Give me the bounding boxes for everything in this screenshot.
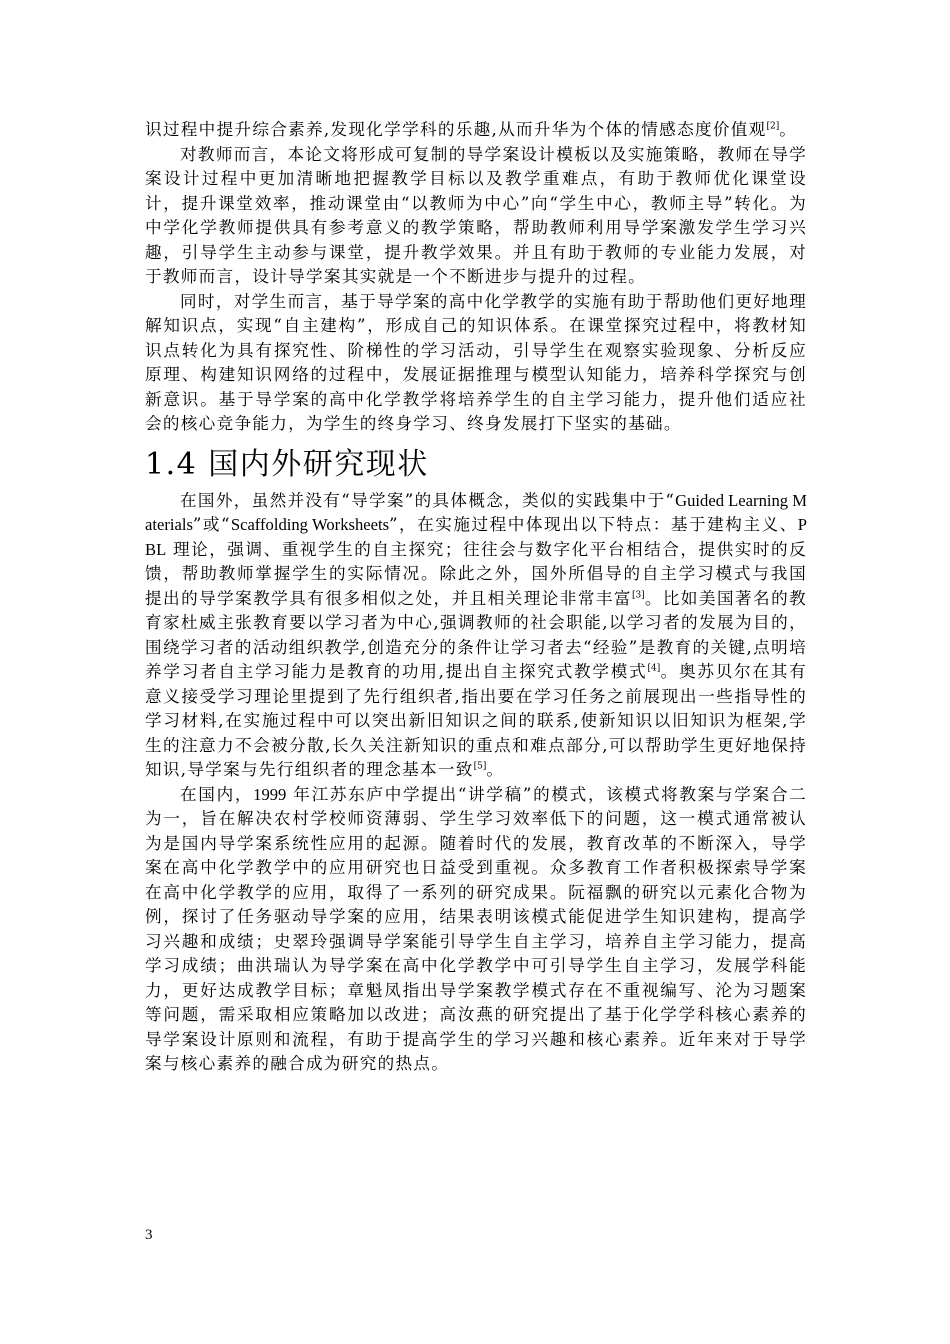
text-run: 在国内， [180,784,254,804]
text-run: Guided Learning Materials [145,490,807,534]
paragraph-abroad [145,489,807,783]
section-heading: 1.4 国内外研究现状 [145,446,429,482]
text-run: 。 [486,760,505,779]
body-text [145,118,807,1077]
paragraph-students: 同时，对学生而言，基于导学案的高中化学教学的实施有助于帮助他们更好地理解知识点，实现“自主建构”，形成自己的知识体系。在课堂探究过程中，将教材知识点转化为具有探究性、阶梯性的学习活动，引导学生在观察实验现象、分析反应原理、构建知识网络的过程中，发展证据推理与模型认知能力，培养科学探究与创新意识。基于导学案的高中化学教学将培养学生的自主学习能力，提升他们适应社会的核心竞争能力，为学生的终身学习、终身发展打下坚实的基础。 [145,291,807,433]
text-run: 。比如美国著名的教育家杜威主张教育要以学习者为中心,强调教师的社会职能,以学习者的发展为目的，围绕学习者的活动组织教学,创造充分的条件让学习者去“经验”是教育的关键,点明培养学习者自主学习能力是教育的功用,提出自主探究式教学模式 [145,588,807,681]
text-run: PBL [145,515,807,559]
citation: [5] [473,761,487,772]
text-run: 。 [779,120,798,139]
paragraph-teachers: 对教师而言，本论文将形成可复制的导学案设计模板以及实施策略，教师在导学案设计过程中更加清晰地把握教学目标以及教学重难点，有助于教师优化课堂设计，提升课堂效率，推动课堂由“以教师为中心”向“学生中心，教师主导”转化。为中学化学教师提供具有参考意义的教学策略，帮助教师利用导学案激发学生学习兴趣，引导学生主动参与课堂，提升教学效果。并且有助于教师的专业能力发展，对于教师而言，设计导学案其实就是一个不断进步与提升的过程。 [145,144,807,286]
text-run: 识过程中提升综合素养,发现化学学科的乐趣,从而升华为个体的情感态度价值观 [145,120,767,139]
text-run: Scaffolding Worksheets [230,515,390,534]
text-run: 年江苏东庐中学提出“讲学稿”的模式，该模式将教案与学案合二为一，旨在解决农村学校师资薄弱、学生学习效率低下的问题，这一模式通常被认为是国内导学案系统性应用的起源。随着时代的发展，教育改革的不断深入，导学案在高中化学教学中的应用研究也日益受到重视。众多教育工作者积极探索导学案在高中化学教学的应用，取得了一系列的研究成果。阮福飘的研究以元素化合物为例，探讨了任务驱动导学案的应用，结果表明该模式能促进学生知识建构，提高学习兴趣和成绩；史翠玲强调导学案能引导学生自主学习，培养自主学习能力，提高学习成绩；曲洪瑞认为导学案在高中化学教学中可引导学生自主学习，发展学科能力，更好达成教学目标；章魁凤指出导学案教学模式存在不重视编写、沦为习题案等问题，需采取相应策略加以改进；高汝燕的研究提出了基于化学学科核心素养的导学案设计原则和流程，有助于提高学生的学习兴趣和核心素养。近年来对于导学案与核心素养的融合成为研究的热点。 [145,784,807,1073]
page-number: 3 [145,1227,153,1243]
citation: [4] [647,663,661,674]
text-run: 。奥苏贝尔在其有意义接受学习理论里提到了先行组织者,指出要在学习任务之前展现出一些指导性的学习材料,在实施过程中可以突出新旧知识之间的联系,使新知识以旧知识为框架,学生的注意力不会被分散,长久关注新知识的重点和难点部分,可以帮助学生更好地保持知识,导学案与先行组织者的理念基本一致 [145,662,807,779]
text-run: 在国外，虽然并没有“导学案”的具体概念，类似的实践集中于“ [180,490,676,510]
text-run: 1999 [253,784,287,804]
paragraph-domestic [145,783,807,1077]
text-run: ”或“ [192,515,231,534]
paragraph-continued [145,118,807,143]
citation: [2] [766,121,780,132]
text-run: ”，在实施过程中体现出以下特点：基于建构主义、 [389,515,798,534]
citation: [3] [631,589,645,600]
text-run: 理论，强调、重视学生的自主探究；往往会与数字化平台相结合，提供实时的反馈，帮助教师掌握学生的实际情况。除此之外，国外所倡导的自主学习模式与我国提出的导学案教学具有很多相似之处，并且相关理论非常丰富 [145,539,807,608]
